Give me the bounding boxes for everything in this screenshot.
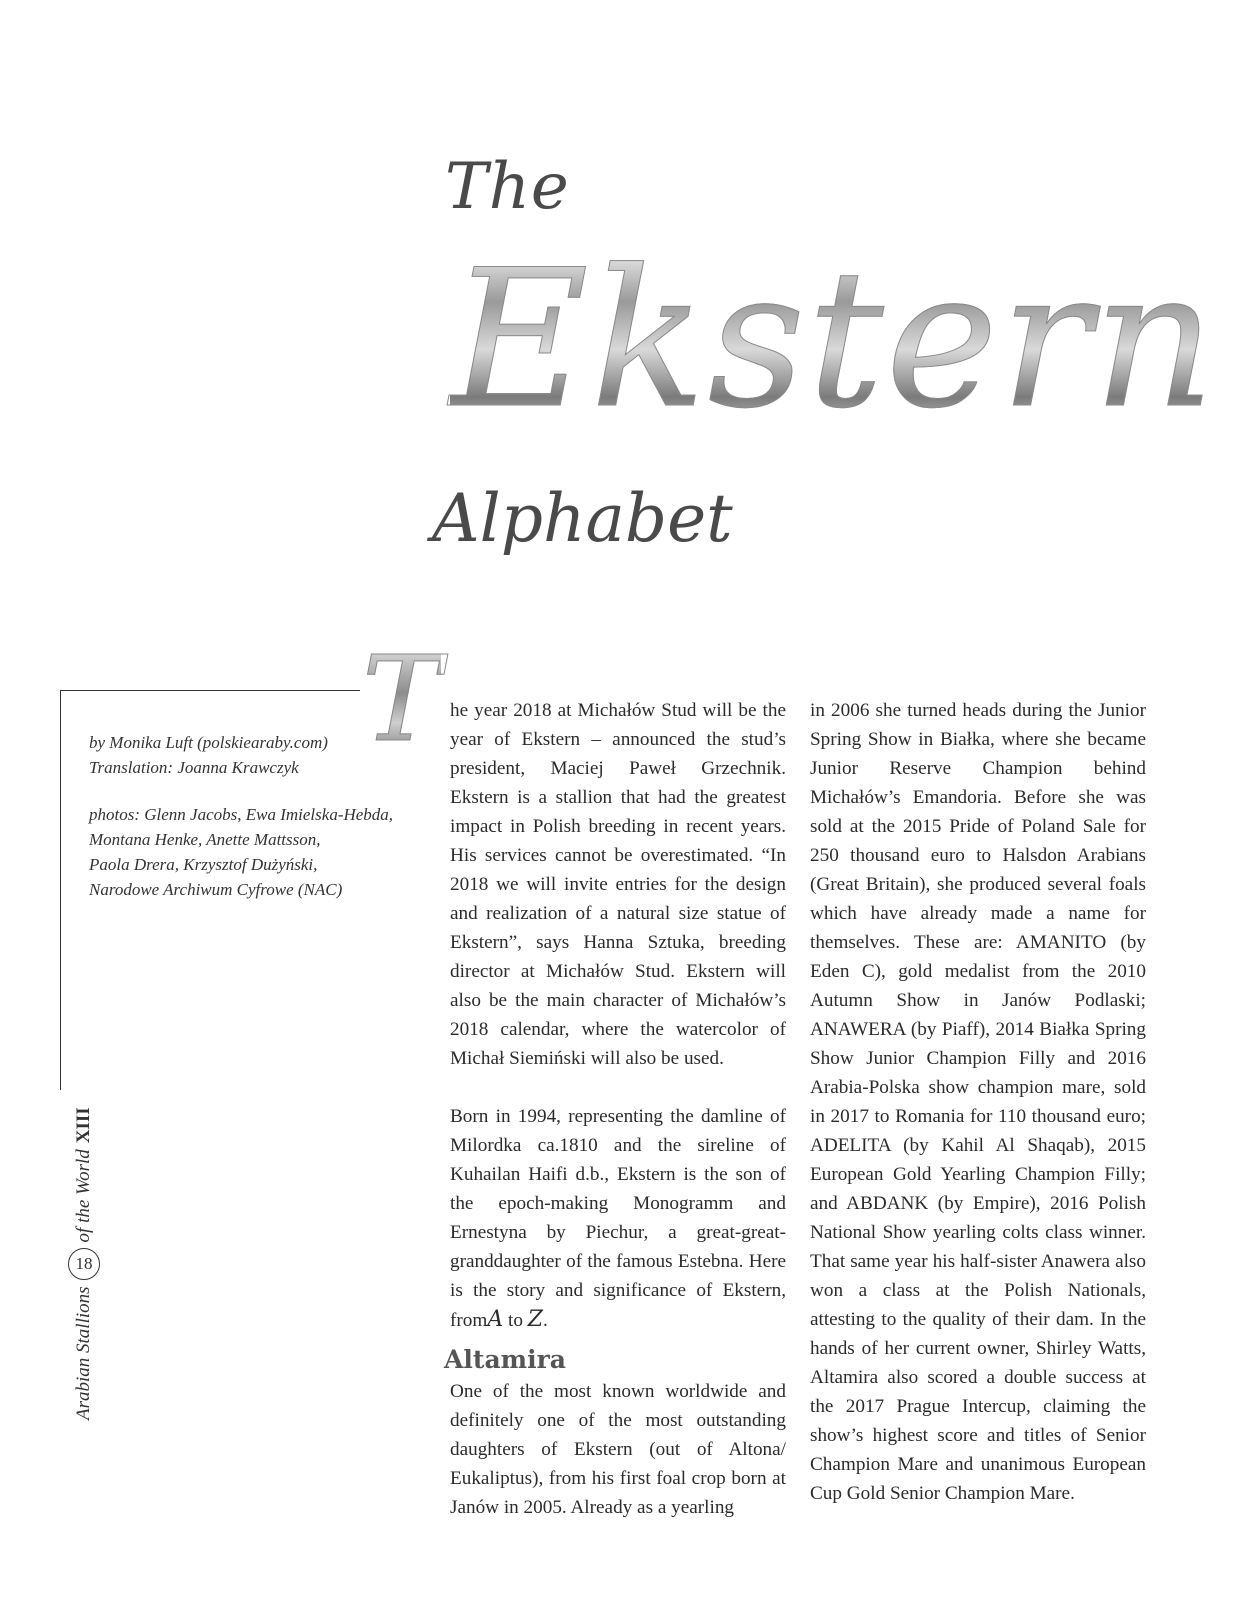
photo-line: Narodowe Archiwum Cyfrowe (NAC) (89, 880, 343, 899)
photo-credit (89, 802, 409, 902)
lineage-text: Born in 1994, representing the damline of Milordka ca.1810 and the sireline of Kuhailan Haifi d.b., Ekstern is the son of the epoch-making Monogramm and Ernestyna by Piechur, a great-great-granddaughter of the famous Estebna. Here is the story and significance of Ekstern, from (450, 1106, 786, 1331)
title-alphabet: Alphabet (432, 480, 733, 557)
to-word: to (503, 1310, 528, 1331)
article-column-2 (810, 696, 1146, 1508)
photo-line: Paola Drera, Krzysztof Dużyński, (89, 855, 318, 874)
title-ekstern: Ekstern (450, 229, 1218, 450)
title-the: The (445, 150, 570, 224)
issue-number: XIII (73, 1107, 94, 1144)
publication-name-b: of the World (73, 1149, 94, 1243)
translation-line: Translation: Joanna Krawczyk (89, 758, 299, 777)
photo-line: photos: Glenn Jacobs, Ewa Imielska-Hebda, (89, 805, 394, 824)
page-number: 18 (68, 1248, 100, 1280)
running-footer (68, 1107, 100, 1420)
letter-a: A (487, 1307, 504, 1332)
altamira-paragraph: One of the most known worldwide and definitely one of the most outstanding daughters of Ekstern (out of Altona/ Eukaliptus), from his first foal crop born at Janów in 2005. Already as a yearling (450, 1381, 786, 1518)
vertical-rule (60, 690, 61, 1090)
photo-line: Montana Henke, Anette Mattsson, (89, 830, 321, 849)
credits-block (89, 730, 409, 924)
author-credit (89, 730, 409, 780)
section-heading-altamira: Altamira (444, 1345, 566, 1374)
horizontal-rule (60, 690, 360, 691)
publication-name-a: Arabian Stallions (73, 1286, 94, 1420)
article-column-1 (444, 696, 786, 1522)
letter-z: Z (527, 1307, 544, 1332)
author-line: by Monika Luft (polskiearaby.com) (89, 733, 328, 752)
period: . (543, 1310, 548, 1331)
lineage-paragraph (450, 1102, 786, 1335)
intro-paragraph: he year 2018 at Michałów Stud will be the year of Ekstern – announced the stud’s president, Maciej Paweł Grzechnik. Ekstern is a stallion that had the greatest impact in Polish breeding in recent years. His services cannot be overestimated. “In 2018 we will invite entries for the design and realization of a natural size statue of Ekstern”, says Hanna Sztuka, breeding director at Michałów Stud. Ekstern will also be the main character of Michałów’s 2018 calendar, where the watercolor of Michał Siemiński will also be used. (450, 700, 786, 1069)
drop-cap: T (362, 630, 441, 768)
altamira-continued-paragraph: in 2006 she turned heads during the Junior Spring Show in Białka, where she became Junior Reserve Champion behind Michałów’s Emandoria. Before she was sold at the 2015 Pride of Poland Sale for 250 thousand euro to Halsdon Arabians (Great Britain), she produced several foals which have already made a name for themselves. These are: AMANITO (by Eden C), gold medalist from the 2010 Autumn Show in Janów Podlaski; ANAWERA (by Piaff), 2014 Białka Spring Show Junior Champion Filly and 2016 Arabia-Polska show champion mare, sold in 2017 to Romania for 110 thousand euro; ADELITA (by Kahil Al Shaqab), 2015 European Gold Yearling Champion Filly; and ABDANK (by Empire), 2016 Polish National Show yearling colts class winner. That same year his half-sister Anawera also won a class at the Polish Nationals, attesting to the quality of their dam. In the hands of her current owner, Shirley Watts, Altamira also scored a double success at the 2017 Prague Intercup, claiming the show’s highest score and titles of Senior Champion Mare and unanimous European Cup Gold Senior Champion Mare. (810, 700, 1146, 1504)
